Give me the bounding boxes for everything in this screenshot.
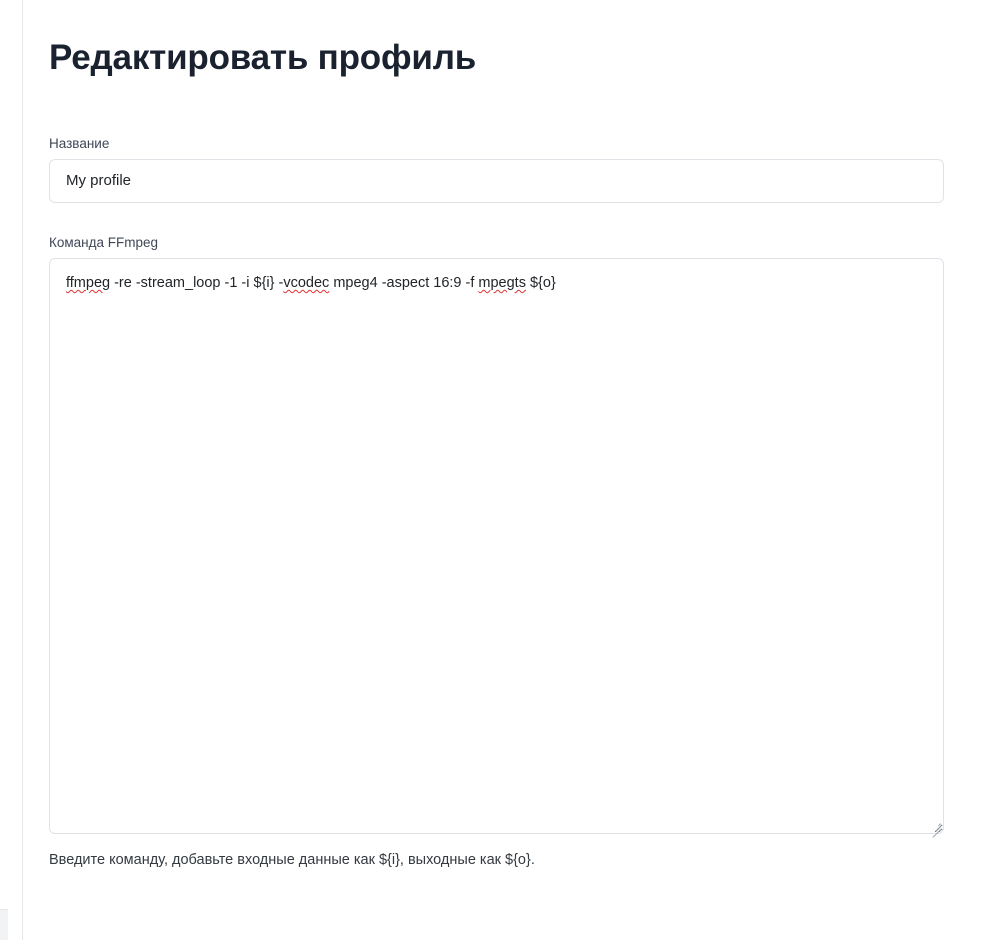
command-textarea-wrap xyxy=(49,258,944,834)
name-field-block xyxy=(49,136,966,203)
command-help-text: Введите команду, добавьте входные данные как ${i}, выходные как ${o}. xyxy=(49,851,535,868)
command-field-block xyxy=(49,235,966,868)
name-field-label: Название xyxy=(49,135,110,151)
profile-name-input[interactable] xyxy=(49,159,944,203)
left-rail xyxy=(0,0,23,940)
command-field-label: Команда FFmpeg xyxy=(49,234,159,250)
left-rail-footer xyxy=(0,909,8,940)
page-title: Редактировать профиль xyxy=(49,38,477,77)
page-content xyxy=(23,0,992,940)
ffmpeg-command-textarea[interactable] xyxy=(49,258,944,834)
ffmpeg-command-text: ffmpeg -re -stream_loop -1 -i ${i} -vcodec mpeg4 -aspect 16:9 -f mpegts ${o} xyxy=(66,274,556,291)
